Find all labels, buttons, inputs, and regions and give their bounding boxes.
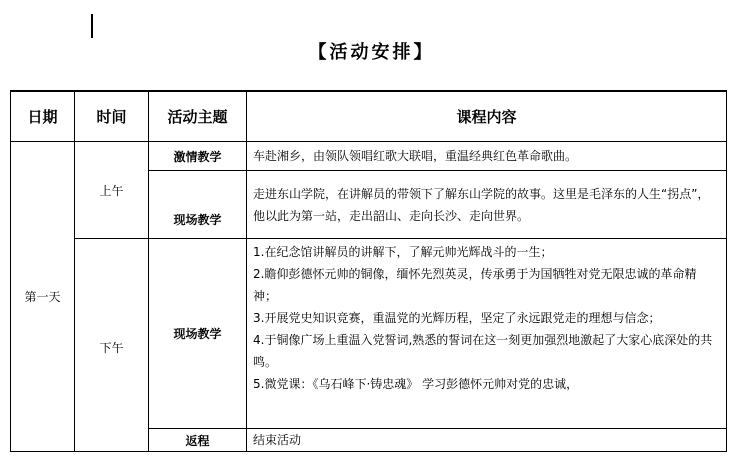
theme-cell: 现场教学 — [149, 239, 247, 429]
day-cell: 第一天 — [11, 142, 75, 452]
content-cell — [247, 239, 727, 429]
table-row — [11, 239, 727, 429]
list-item: 2.瞻仰彭德怀元帅的铜像，缅怀先烈英灵，传承勇于为国牺牲对党无限忠诚的革命精神； — [253, 267, 697, 303]
time-cell-afternoon: 下午 — [75, 239, 149, 452]
content-cell: 走进东山学院，在讲解员的带领下了解东山学院的故事。这里是毛泽东的人生“拐点”，他以此为第一站，走出韶山、走向长沙、走向世界。 — [247, 171, 727, 239]
theme-cell: 现场教学 — [149, 171, 247, 239]
table-header-row — [11, 91, 727, 142]
content-cell: 结束活动 — [247, 429, 727, 452]
page-title: 【活动安排】 — [308, 42, 435, 63]
text-cursor — [91, 14, 93, 38]
header-date: 日期 — [11, 91, 75, 142]
list-item: 3.开展党史知识竞赛，重温党的光辉历程，坚定了永远跟党走的理想与信念； — [253, 311, 661, 325]
theme-cell: 激情教学 — [149, 142, 247, 171]
schedule-table — [10, 90, 727, 452]
list-item: 5.微党课：《乌石峰下·铸忠魂》 学习彭德怀元帅对党的忠诚， — [253, 377, 579, 391]
table-row — [11, 142, 727, 171]
theme-cell: 返程 — [149, 429, 247, 452]
list-item: 4.于铜像广场上重温入党誓词,熟悉的誓词在这一刻更加强烈地激起了大家心底深处的共鸣。 — [253, 333, 713, 369]
header-content: 课程内容 — [247, 91, 727, 142]
list-item: 1.在纪念馆讲解员的讲解下，了解元帅光辉战斗的一生； — [253, 245, 553, 259]
header-theme: 活动主题 — [149, 91, 247, 142]
content-cell: 车赴湘乡，由领队领唱红歌大联唱，重温经典红色革命歌曲。 — [247, 142, 727, 171]
time-cell-morning: 上午 — [75, 142, 149, 239]
header-time: 时间 — [75, 91, 149, 142]
